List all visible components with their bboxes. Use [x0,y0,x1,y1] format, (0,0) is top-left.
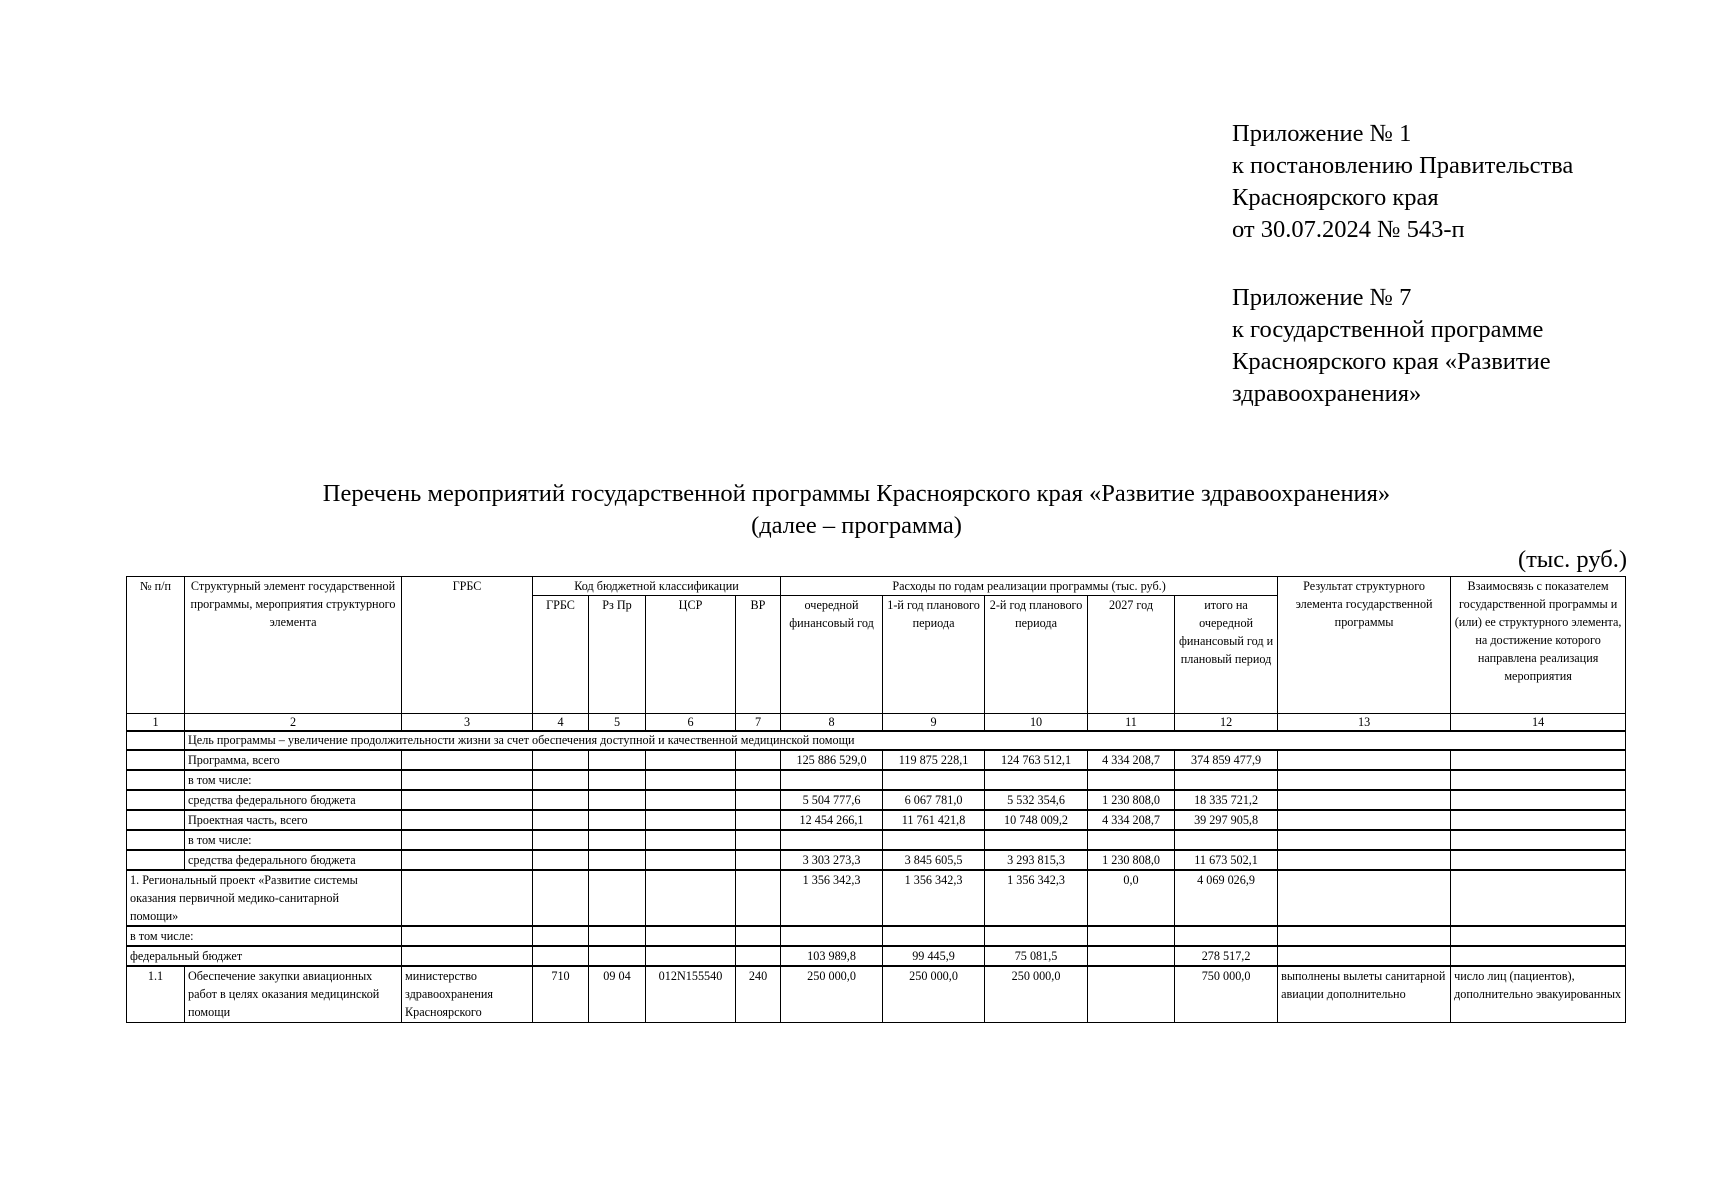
empty-cell [533,870,589,926]
column-number: 6 [646,714,736,732]
empty-cell [533,926,589,946]
empty-cell [1451,770,1626,790]
row-label: средства федерального бюджета [185,790,402,810]
empty-cell [781,926,883,946]
empty-cell [589,850,646,870]
empty-cell [646,810,736,830]
project-incl-row [127,926,1626,946]
table-row [127,810,1626,830]
value-current-year: 1 356 342,3 [781,870,883,926]
item-grbs-name: министерство здравоохранения Красноярского [402,966,533,1022]
header-grbs: ГРБС [402,577,533,714]
value-year-1: 1 356 342,3 [883,870,985,926]
value-year-1: 3 845 605,5 [883,850,985,870]
header-year-1: 1-й год планового периода [883,596,985,714]
empty-cell [402,750,533,770]
goal-text: Цель программы – увеличение продолжительности жизни за счет обеспечения доступной и качественной медицинской помощи [185,731,1626,750]
value-year-2027: 4 334 208,7 [1088,750,1175,770]
value-year-1: 99 445,9 [883,946,985,966]
empty-cell [781,770,883,790]
column-number: 3 [402,714,533,732]
value-year-1: 119 875 228,1 [883,750,985,770]
empty-cell [646,850,736,870]
empty-cell [736,870,781,926]
column-number: 9 [883,714,985,732]
value-year-2: 10 748 009,2 [985,810,1088,830]
empty-cell [127,850,185,870]
row-label: Программа, всего [185,750,402,770]
table-row [127,750,1626,770]
column-number: 13 [1278,714,1451,732]
value-year-2: 3 293 815,3 [985,850,1088,870]
empty-cell [1088,830,1175,850]
item-code-vr: 240 [736,966,781,1022]
empty-cell [985,770,1088,790]
project-incl-label: в том числе: [127,926,402,946]
value-total: 278 517,2 [1175,946,1278,966]
empty-cell [589,926,646,946]
empty-cell [533,850,589,870]
row-label: в том числе: [185,770,402,790]
empty-cell [736,790,781,810]
header-relation: Взаимосвязь с показателем государственной программы и (или) ее структурного элемента, на достижение которого направлена реализация мероприятия [1451,577,1626,714]
item-label: Обеспечение закупки авиационных работ в целях оказания медицинской помощи [185,966,402,1022]
empty-cell [1278,810,1451,830]
value-year-2027: 0,0 [1088,870,1175,926]
empty-cell [1451,790,1626,810]
empty-cell [1088,770,1175,790]
document-title-line-1: Перечень мероприятий государственной программы Красноярского края «Развитие здравоохранения» [322,480,1391,507]
empty-cell [402,926,533,946]
value-year-1: 6 067 781,0 [883,790,985,810]
project-federal-row [127,946,1626,966]
empty-cell [589,870,646,926]
appendix-7-line: Приложение № 7 [1232,284,1412,311]
value-year-2027 [1088,946,1175,966]
item-result: выполнены вылеты санитарной авиации дополнительно [1278,966,1451,1022]
value-current-year: 103 989,8 [781,946,883,966]
column-number: 8 [781,714,883,732]
empty-cell [533,810,589,830]
empty-cell [1451,830,1626,850]
empty-cell [127,810,185,830]
empty-cell [1088,926,1175,946]
item-num: 1.1 [127,966,185,1022]
value-total: 39 297 905,8 [1175,810,1278,830]
empty-cell [402,830,533,850]
value-total: 750 000,0 [1175,966,1278,1022]
appendix-1-line: Приложение № 1 [1232,120,1412,147]
empty-cell [127,830,185,850]
project-label: 1. Региональный проект «Развитие системы оказания первичной медико-санитарной помощи» [127,870,402,926]
empty-cell [589,750,646,770]
empty-cell [883,770,985,790]
empty-cell [1175,770,1278,790]
header-year-2: 2-й год планового периода [985,596,1088,714]
appendix-7-line: к государственной программе [1232,316,1544,343]
header-year-2027: 2027 год [1088,596,1175,714]
header-total: итого на очередной финансовый год и плановый период [1175,596,1278,714]
empty-cell [1278,770,1451,790]
empty-cell [985,926,1088,946]
appendix-7-line: здравоохранения» [1232,380,1422,407]
appendix-7-block [1232,282,1551,410]
header-budget-code: Код бюджетной классификации [533,577,781,596]
row-label: средства федерального бюджета [185,850,402,870]
header-code-grbs: ГРБС [533,596,589,714]
column-number: 14 [1451,714,1626,732]
header-code-rzpr: Рз Пр [589,596,646,714]
empty-cell [533,830,589,850]
empty-cell [1278,850,1451,870]
empty-cell [127,750,185,770]
column-number: 4 [533,714,589,732]
empty-cell [402,850,533,870]
empty-cell [985,830,1088,850]
empty-cell [1278,870,1451,926]
empty-cell [402,870,533,926]
row-label: в том числе: [185,830,402,850]
item-relation: число лиц (пациентов), дополнительно эвакуированных [1451,966,1626,1022]
item-code-grbs: 710 [533,966,589,1022]
value-year-1: 250 000,0 [883,966,985,1022]
appendix-1-block [1232,118,1573,246]
empty-cell [402,810,533,830]
empty-cell [127,731,185,750]
table-row [127,790,1626,810]
header-result: Результат структурного элемента государственной программы [1278,577,1451,714]
value-year-2: 75 081,5 [985,946,1088,966]
header-code-vr: ВР [736,596,781,714]
empty-cell [736,946,781,966]
value-year-2: 124 763 512,1 [985,750,1088,770]
empty-cell [1278,750,1451,770]
empty-cell [1278,830,1451,850]
empty-cell [533,790,589,810]
header-code-csr: ЦСР [646,596,736,714]
column-number: 10 [985,714,1088,732]
table-row [127,850,1626,870]
empty-cell [1175,830,1278,850]
item-code-csr: 012N155540 [646,966,736,1022]
item-row [127,966,1626,1022]
value-current-year: 125 886 529,0 [781,750,883,770]
table-row [127,770,1626,790]
appendix-1-line: к постановлению Правительства [1232,152,1574,179]
empty-cell [736,750,781,770]
empty-cell [589,830,646,850]
value-year-2: 5 532 354,6 [985,790,1088,810]
empty-cell [589,946,646,966]
empty-cell [646,830,736,850]
header-element: Структурный элемент государственной программы, мероприятия структурного элемента [185,577,402,714]
document-title [0,478,1713,542]
table-row [127,830,1626,850]
empty-cell [736,810,781,830]
empty-cell [736,830,781,850]
empty-cell [736,850,781,870]
value-total: 18 335 721,2 [1175,790,1278,810]
empty-cell [589,770,646,790]
header-expenses: Расходы по годам реализации программы (тыс. руб.) [781,577,1278,596]
empty-cell [646,946,736,966]
value-current-year: 250 000,0 [781,966,883,1022]
value-current-year: 12 454 266,1 [781,810,883,830]
empty-cell [1451,870,1626,926]
value-year-2027: 1 230 808,0 [1088,790,1175,810]
empty-cell [402,946,533,966]
value-total: 11 673 502,1 [1175,850,1278,870]
appendix-7-line: Красноярского края «Развитие [1232,348,1551,375]
empty-cell [1451,946,1626,966]
empty-cell [883,926,985,946]
empty-cell [589,790,646,810]
empty-cell [127,770,185,790]
empty-cell [646,750,736,770]
empty-cell [1451,850,1626,870]
empty-cell [589,810,646,830]
empty-cell [646,870,736,926]
empty-cell [736,926,781,946]
header-year-current: очередной финансовый год [781,596,883,714]
project-row [127,870,1626,926]
units-label: (тыс. руб.) [1517,546,1627,573]
value-current-year: 3 303 273,3 [781,850,883,870]
empty-cell [646,790,736,810]
empty-cell [1278,790,1451,810]
value-year-2027: 1 230 808,0 [1088,850,1175,870]
empty-cell [1451,810,1626,830]
header-num: № п/п [127,577,185,714]
column-number: 7 [736,714,781,732]
empty-cell [646,770,736,790]
appendix-1-line: от 30.07.2024 № 543-п [1232,216,1465,243]
item-code-rzpr: 09 04 [589,966,646,1022]
empty-cell [883,830,985,850]
appendix-1-line: Красноярского края [1232,184,1439,211]
empty-cell [1175,926,1278,946]
empty-cell [533,770,589,790]
value-total: 374 859 477,9 [1175,750,1278,770]
measures-table [126,576,1626,1023]
value-current-year: 5 504 777,6 [781,790,883,810]
table-header-row [127,577,1626,596]
empty-cell [781,830,883,850]
empty-cell [1451,926,1626,946]
column-number: 5 [589,714,646,732]
empty-cell [1278,946,1451,966]
empty-cell [646,926,736,946]
document-title-line-2: (далее – программа) [751,512,962,539]
value-year-2: 250 000,0 [985,966,1088,1022]
empty-cell [127,790,185,810]
empty-cell [1451,750,1626,770]
column-number: 2 [185,714,402,732]
value-year-1: 11 761 421,8 [883,810,985,830]
goal-row [127,731,1626,750]
value-year-2027 [1088,966,1175,1022]
row-label: Проектная часть, всего [185,810,402,830]
empty-cell [533,946,589,966]
column-number: 12 [1175,714,1278,732]
column-number: 11 [1088,714,1175,732]
value-total: 4 069 026,9 [1175,870,1278,926]
value-year-2: 1 356 342,3 [985,870,1088,926]
empty-cell [402,770,533,790]
value-year-2027: 4 334 208,7 [1088,810,1175,830]
column-number: 1 [127,714,185,732]
empty-cell [402,790,533,810]
empty-cell [1278,926,1451,946]
empty-cell [533,750,589,770]
column-number-row [127,714,1626,732]
project-federal-label: федеральный бюджет [127,946,402,966]
empty-cell [736,770,781,790]
